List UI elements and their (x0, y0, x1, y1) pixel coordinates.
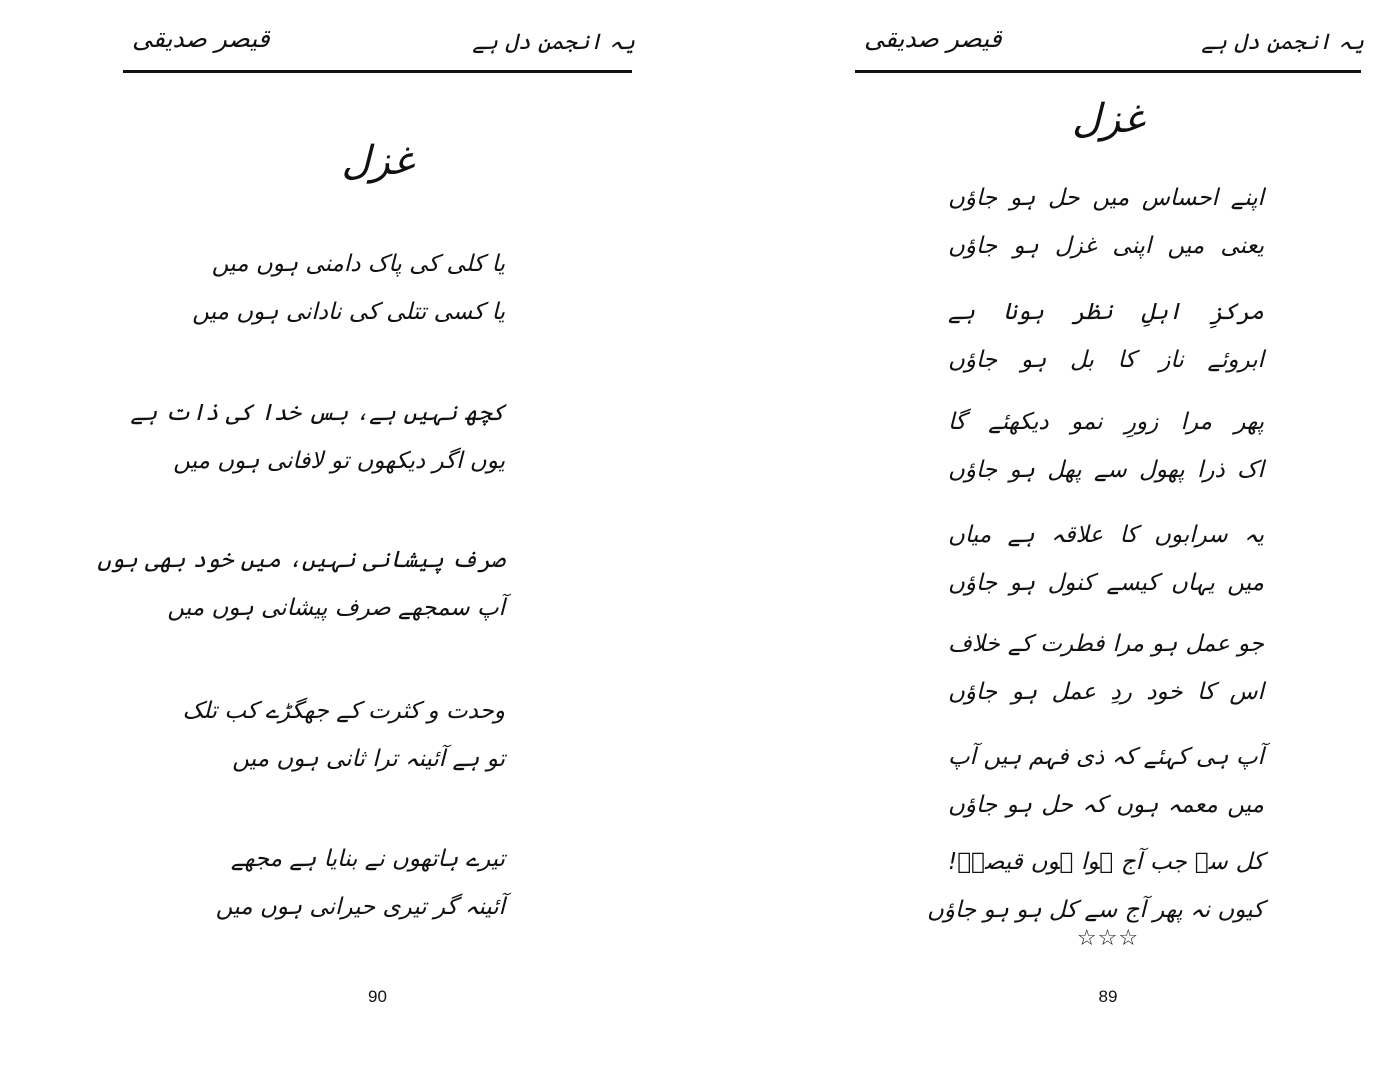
header-rule (855, 70, 1361, 73)
verse-line: ابروئے ناز کا بل ہو جاؤں (948, 347, 1264, 373)
page-number: 90 (368, 987, 387, 1006)
couplet (948, 288, 1264, 384)
left-page (97, 0, 635, 1080)
verse-line: تو ہے آئینہ ترا ثانی ہوں میں (232, 746, 505, 772)
couplet (97, 536, 505, 632)
couplet (948, 620, 1264, 716)
verse-line: یعنی میں اپنی غزل ہو جاؤں (948, 233, 1264, 259)
verse-line: آپ سمجھے صرف پیشانی ہوں میں (167, 595, 505, 621)
couplet (926, 838, 1264, 934)
verse-line: آئینہ گر تیری حیرانی ہوں میں (215, 894, 505, 920)
verse-line: اک ذرا پھول سے پھل ہو جاؤں (948, 457, 1264, 483)
page-number: 89 (1098, 987, 1118, 1006)
running-header (852, 18, 1364, 68)
verse-line: یوں اگر دیکھوں تو لافانی ہوں میں (173, 448, 505, 474)
verse-line: میں یہاں کیسے کنول ہو جاؤں (948, 570, 1264, 596)
couplet (948, 733, 1264, 829)
verse-line: پھر مرا زورِ نمو دیکھئے گا (948, 409, 1264, 435)
verse-line: یہ سرابوں کا علاقہ ہے میاں (948, 522, 1264, 548)
header-author: قیصر صدیقی (864, 24, 1002, 53)
verse-line: آپ ہی کہئے کہ ذی فہم ہیں آپ (948, 744, 1264, 770)
verse-line: کیوں نہ پھر آج سے کل ہو ہو جاؤں (926, 897, 1264, 923)
couplet (215, 835, 505, 931)
verse-line: اس کا خود ردِ عمل ہو جاؤں (948, 679, 1264, 705)
header-author: قیصر صدیقی (132, 24, 270, 53)
verse-line: وحدت و کثرت کے جھگڑے کب تلک (182, 698, 505, 724)
header-book-title: یہ انجمن دل ہے (472, 30, 635, 55)
header-rule (123, 70, 632, 73)
right-page (852, 0, 1364, 1080)
header-book-title: یہ انجمن دل ہے (1201, 30, 1364, 55)
verse-line: کچھ نہیں ہے، بس خدا کی ذات ہے (130, 400, 505, 426)
couplet (948, 398, 1264, 494)
verse-line: یا کلی کی پاک دامنی ہوں میں (211, 251, 505, 277)
poem-title: غزل (341, 138, 414, 184)
verse-line: صرف پیشانی نہیں، میں خود بھی ہوں (97, 547, 505, 573)
verse-line: یا کسی تتلی کی نادانی ہوں میں (192, 299, 505, 325)
verse-line: کل سے جب آج ہوا ہوں قیصرؔ! (948, 849, 1264, 875)
running-header (120, 18, 635, 68)
poem-title: غزل (1071, 96, 1145, 142)
verse-line: مرکزِ اہلِ نظر ہونا ہے (948, 299, 1264, 325)
verse-line: اپنے احساس میں حل ہو جاؤں (948, 185, 1264, 211)
couplet (130, 389, 505, 485)
couplet (948, 511, 1264, 607)
couplet (192, 240, 505, 336)
couplet (948, 174, 1264, 270)
verse-line: جو عمل ہو مرا فطرت کے خلاف (948, 631, 1264, 657)
section-end-stars: ☆☆☆ (1076, 926, 1140, 951)
verse-line: میں معمہ ہوں کہ حل ہو جاؤں (948, 792, 1264, 818)
couplet (182, 687, 505, 783)
verse-line: تیرے ہاتھوں نے بنایا ہے مجھے (230, 846, 505, 872)
